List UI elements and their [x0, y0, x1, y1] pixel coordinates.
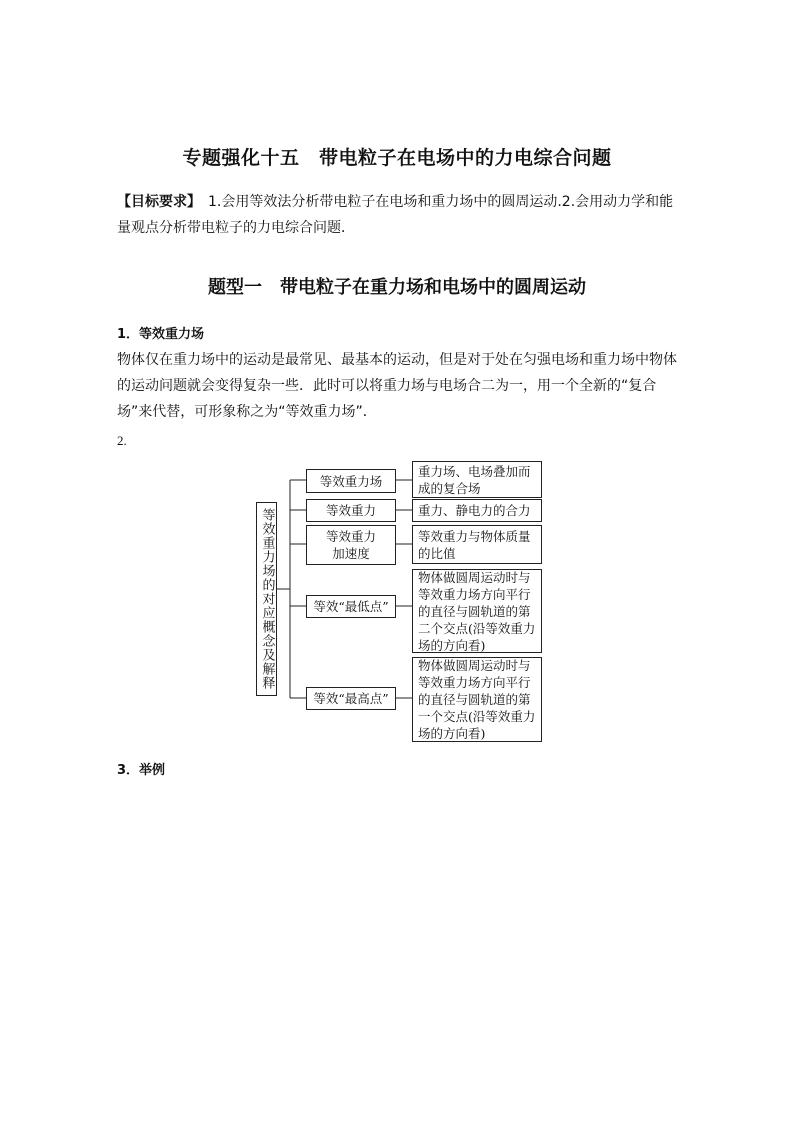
- explanation-equivalent-gravity-acceleration: 等效重力与物体质量的比值: [412, 525, 542, 564]
- goal-text: 1.会用等效法分析带电粒子在电场和重力场中的圆周运动.2.会用动力学和能量观点分析带电粒子的力电综合问题．: [117, 194, 674, 236]
- diagram-root: 等效重力场的对应概念及解释: [256, 502, 277, 696]
- explanation-equivalent-gravity: 重力、静电力的合力: [412, 499, 542, 522]
- concept-equivalent-gravity-field: 等效重力场: [306, 469, 396, 493]
- concept-equivalent-lowest-point: 等效“最低点”: [306, 595, 396, 618]
- page-title: 专题强化十五 带电粒子在电场中的力电综合问题: [182, 147, 612, 169]
- item2-number: 2.: [117, 433, 127, 448]
- goal-tag: 【目标要求】: [117, 194, 194, 210]
- explanation-equivalent-lowest-point: 物体做圆周运动时与等效重力场方向平行的直径与圆轨道的第二个交点(沿等效重力场的方向看): [412, 569, 542, 653]
- learning-goals: [117, 189, 687, 241]
- concept-equivalent-highest-point: 等效“最高点”: [306, 687, 396, 710]
- explanation-equivalent-highest-point: 物体做圆周运动时与等效重力场方向平行的直径与圆轨道的第一个交点(沿等效重力场的方向看): [412, 657, 542, 742]
- concept-equivalent-gravity-acceleration: 等效重力加速度: [306, 525, 396, 565]
- concept-equivalent-gravity: 等效重力: [306, 499, 396, 522]
- explanation-equivalent-gravity-field: 重力场、电场叠加而成的复合场: [412, 461, 542, 498]
- item1-heading: 1．等效重力场: [117, 327, 205, 342]
- item3-heading: 3．举例: [117, 763, 166, 778]
- item1-body: 物体仅在重力场中的运动是最常见、最基本的运动，但是对于处在匀强电场和重力场中物体的运动问题就会变得复杂一些．此时可以将重力场与电场合二为一，用一个全新的“复合场”来代替，可形象称之为“等效重力场”．: [117, 352, 677, 420]
- section-title: 题型一 带电粒子在重力场和电场中的圆周运动: [208, 277, 586, 298]
